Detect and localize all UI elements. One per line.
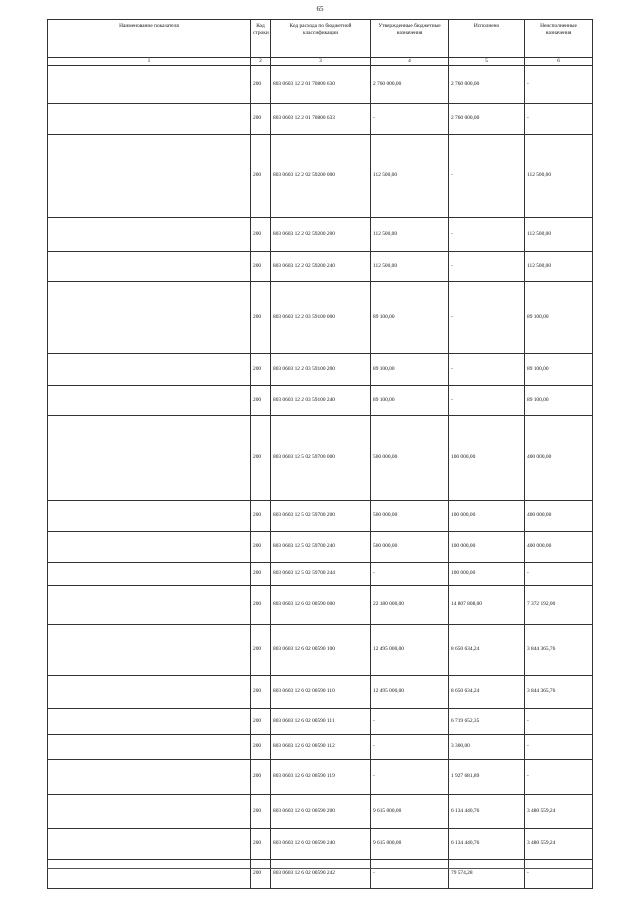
- column-number: 5: [449, 58, 525, 66]
- row-budget-code: 803 0603 12 2 03 59100 000: [271, 281, 371, 353]
- row-approved: 112 500,00: [371, 251, 449, 281]
- row-budget-code: 803 0603 12 2 01 70800 633: [271, 103, 371, 134]
- row-approved: 112 500,00: [371, 217, 449, 251]
- row-name: [48, 385, 251, 415]
- row-line-code: 200: [251, 794, 271, 828]
- row-line-code: 200: [251, 759, 271, 794]
- row-budget-code: 803 0603 12 5 02 59700 000: [271, 415, 371, 500]
- row-remaining: 89 100,00: [525, 281, 593, 353]
- row-budget-code: 803 0603 12 5 02 59700 240: [271, 531, 371, 562]
- table-row: [48, 531, 593, 562]
- table-row: [48, 708, 593, 734]
- row-executed: 2 760 000,00: [449, 65, 525, 103]
- row-executed: 6 134 440,76: [449, 794, 525, 828]
- row-name: [48, 828, 251, 859]
- row-name: [48, 734, 251, 759]
- column-number: 6: [525, 58, 593, 66]
- row-budget-code: 803 0603 12 2 02 59200 200: [271, 217, 371, 251]
- row-line-code: 200: [251, 353, 271, 385]
- row-line-code: 200: [251, 675, 271, 708]
- row-remaining: -: [525, 562, 593, 585]
- row-executed: 8 650 634,24: [449, 624, 525, 675]
- row-name: [48, 531, 251, 562]
- row-line-code: 200: [251, 531, 271, 562]
- row-remaining: 3 480 559,24: [525, 794, 593, 828]
- row-line-code: 200: [251, 734, 271, 759]
- row-approved: 9 615 000,00: [371, 828, 449, 859]
- row-approved: -: [371, 708, 449, 734]
- row-remaining: 3 844 365,76: [525, 624, 593, 675]
- row-remaining: 112 500,00: [525, 217, 593, 251]
- table-row: [48, 353, 593, 385]
- row-approved: -: [371, 734, 449, 759]
- row-name: [48, 65, 251, 103]
- row-name: [48, 217, 251, 251]
- row-executed: -: [449, 217, 525, 251]
- table-row: [48, 103, 593, 134]
- row-budget-code: 803 0603 12 2 02 59200 240: [271, 251, 371, 281]
- row-name: [48, 251, 251, 281]
- row-name: [48, 794, 251, 828]
- row-remaining: 3 844 365,76: [525, 675, 593, 708]
- row-executed: -: [449, 281, 525, 353]
- column-number: 1: [48, 58, 251, 66]
- row-budget-code: 803 0603 12 6 02 00590 111: [271, 708, 371, 734]
- row-remaining: -: [525, 734, 593, 759]
- table-body: [48, 65, 593, 888]
- row-budget-code: 803 0603 12 5 02 59700 244: [271, 562, 371, 585]
- row-executed: 8 650 634,24: [449, 675, 525, 708]
- table-row: [48, 217, 593, 251]
- row-remaining: -: [525, 103, 593, 134]
- row-name: [48, 103, 251, 134]
- table-row: [48, 794, 593, 828]
- row-remaining: 400 000,00: [525, 531, 593, 562]
- column-number: 3: [271, 58, 371, 66]
- row-line-code: 200: [251, 217, 271, 251]
- row-budget-code: 803 0603 12 2 03 59100 200: [271, 353, 371, 385]
- page-number: 65: [316, 5, 324, 13]
- table-row: [48, 500, 593, 531]
- row-remaining: 3 480 559,24: [525, 828, 593, 859]
- row-approved: -: [371, 562, 449, 585]
- row-approved: 500 000,00: [371, 531, 449, 562]
- table-row: [48, 65, 593, 103]
- column-header-line-code: Код строки: [251, 20, 271, 58]
- row-approved: 12 495 000,00: [371, 675, 449, 708]
- row-executed: 6 719 652,35: [449, 708, 525, 734]
- footer-rule: [47, 868, 592, 869]
- row-line-code: 200: [251, 500, 271, 531]
- row-budget-code: 803 0603 12 5 02 59700 200: [271, 500, 371, 531]
- column-number-row: [48, 58, 593, 66]
- column-header-executed: Исполнено: [449, 20, 525, 58]
- row-name: [48, 624, 251, 675]
- table-row: [48, 828, 593, 859]
- row-budget-code: 803 0603 12 2 03 59100 240: [271, 385, 371, 415]
- row-name: [48, 675, 251, 708]
- row-line-code: 200: [251, 415, 271, 500]
- row-remaining: 112 500,00: [525, 251, 593, 281]
- column-number: 4: [371, 58, 449, 66]
- table-row: [48, 251, 593, 281]
- row-budget-code: 803 0603 12 6 02 00590 110: [271, 675, 371, 708]
- row-name: [48, 562, 251, 585]
- row-executed: 3 300,00: [449, 734, 525, 759]
- table-row: [48, 759, 593, 794]
- row-approved: 500 000,00: [371, 500, 449, 531]
- table-row: [48, 734, 593, 759]
- row-remaining: 112 500,00: [525, 134, 593, 217]
- row-remaining: 89 100,00: [525, 353, 593, 385]
- row-executed: 1 927 681,89: [449, 759, 525, 794]
- row-name: [48, 585, 251, 624]
- row-executed: 6 134 440,76: [449, 828, 525, 859]
- row-executed: 2 760 000,00: [449, 103, 525, 134]
- row-budget-code: 803 0603 12 6 02 00590 242: [271, 859, 371, 888]
- table-row: [48, 859, 593, 888]
- row-remaining: -: [525, 859, 593, 888]
- header-row: [48, 20, 593, 58]
- row-executed: 100 000,00: [449, 562, 525, 585]
- row-line-code: 200: [251, 103, 271, 134]
- row-budget-code: 803 0603 12 6 02 00590 200: [271, 794, 371, 828]
- row-remaining: 7 372 192,00: [525, 585, 593, 624]
- table-row: [48, 415, 593, 500]
- row-budget-code: 803 0603 12 6 02 00590 100: [271, 624, 371, 675]
- row-executed: 100 000,00: [449, 415, 525, 500]
- row-remaining: -: [525, 759, 593, 794]
- table-row: [48, 675, 593, 708]
- row-remaining: -: [525, 65, 593, 103]
- row-name: [48, 415, 251, 500]
- row-executed: -: [449, 385, 525, 415]
- row-approved: -: [371, 759, 449, 794]
- row-approved: 89 100,00: [371, 385, 449, 415]
- row-approved: 9 615 000,00: [371, 794, 449, 828]
- row-executed: -: [449, 251, 525, 281]
- column-number: 2: [251, 58, 271, 66]
- column-header-budget-code: Код расхода по бюджетной классификации: [271, 20, 371, 58]
- row-budget-code: 803 0603 12 2 02 59200 000: [271, 134, 371, 217]
- column-header-remaining: Неисполненные назначения: [525, 20, 593, 58]
- row-name: [48, 708, 251, 734]
- row-budget-code: 803 0603 12 6 02 00590 240: [271, 828, 371, 859]
- row-budget-code: 803 0603 12 2 01 70800 630: [271, 65, 371, 103]
- row-approved: 89 100,00: [371, 281, 449, 353]
- row-line-code: 200: [251, 65, 271, 103]
- row-budget-code: 803 0603 12 6 02 00590 112: [271, 734, 371, 759]
- table-row: [48, 585, 593, 624]
- row-line-code: 200: [251, 708, 271, 734]
- row-executed: 14 807 808,00: [449, 585, 525, 624]
- row-line-code: 200: [251, 281, 271, 353]
- row-name: [48, 500, 251, 531]
- row-approved: -: [371, 859, 449, 888]
- row-budget-code: 803 0603 12 6 02 00590 000: [271, 585, 371, 624]
- row-line-code: 200: [251, 251, 271, 281]
- table-row: [48, 562, 593, 585]
- row-approved: -: [371, 103, 449, 134]
- row-line-code: 200: [251, 585, 271, 624]
- row-remaining: 89 100,00: [525, 385, 593, 415]
- row-line-code: 200: [251, 624, 271, 675]
- row-name: [48, 134, 251, 217]
- column-header-name: Наименование показателя: [48, 20, 251, 58]
- row-name: [48, 859, 251, 888]
- row-line-code: 200: [251, 859, 271, 888]
- row-line-code: 200: [251, 385, 271, 415]
- row-remaining: -: [525, 708, 593, 734]
- table-row: [48, 281, 593, 353]
- row-line-code: 200: [251, 562, 271, 585]
- table-row: [48, 385, 593, 415]
- row-remaining: 400 000,00: [525, 500, 593, 531]
- row-executed: -: [449, 353, 525, 385]
- row-executed: 79 574,28: [449, 859, 525, 888]
- row-executed: 100 000,00: [449, 531, 525, 562]
- row-approved: 12 495 000,00: [371, 624, 449, 675]
- row-executed: 100 000,00: [449, 500, 525, 531]
- row-executed: -: [449, 134, 525, 217]
- row-remaining: 400 000,00: [525, 415, 593, 500]
- row-line-code: 200: [251, 828, 271, 859]
- row-approved: 112 500,00: [371, 134, 449, 217]
- row-approved: 500 000,00: [371, 415, 449, 500]
- row-budget-code: 803 0603 12 6 02 00590 119: [271, 759, 371, 794]
- table-row: [48, 134, 593, 217]
- row-name: [48, 759, 251, 794]
- row-name: [48, 353, 251, 385]
- row-approved: 2 760 000,00: [371, 65, 449, 103]
- budget-execution-table: [47, 19, 593, 889]
- column-header-approved: Утвержденные бюджетные назначения: [371, 20, 449, 58]
- row-approved: 22 180 000,00: [371, 585, 449, 624]
- row-line-code: 200: [251, 134, 271, 217]
- row-name: [48, 281, 251, 353]
- row-approved: 89 100,00: [371, 353, 449, 385]
- table-row: [48, 624, 593, 675]
